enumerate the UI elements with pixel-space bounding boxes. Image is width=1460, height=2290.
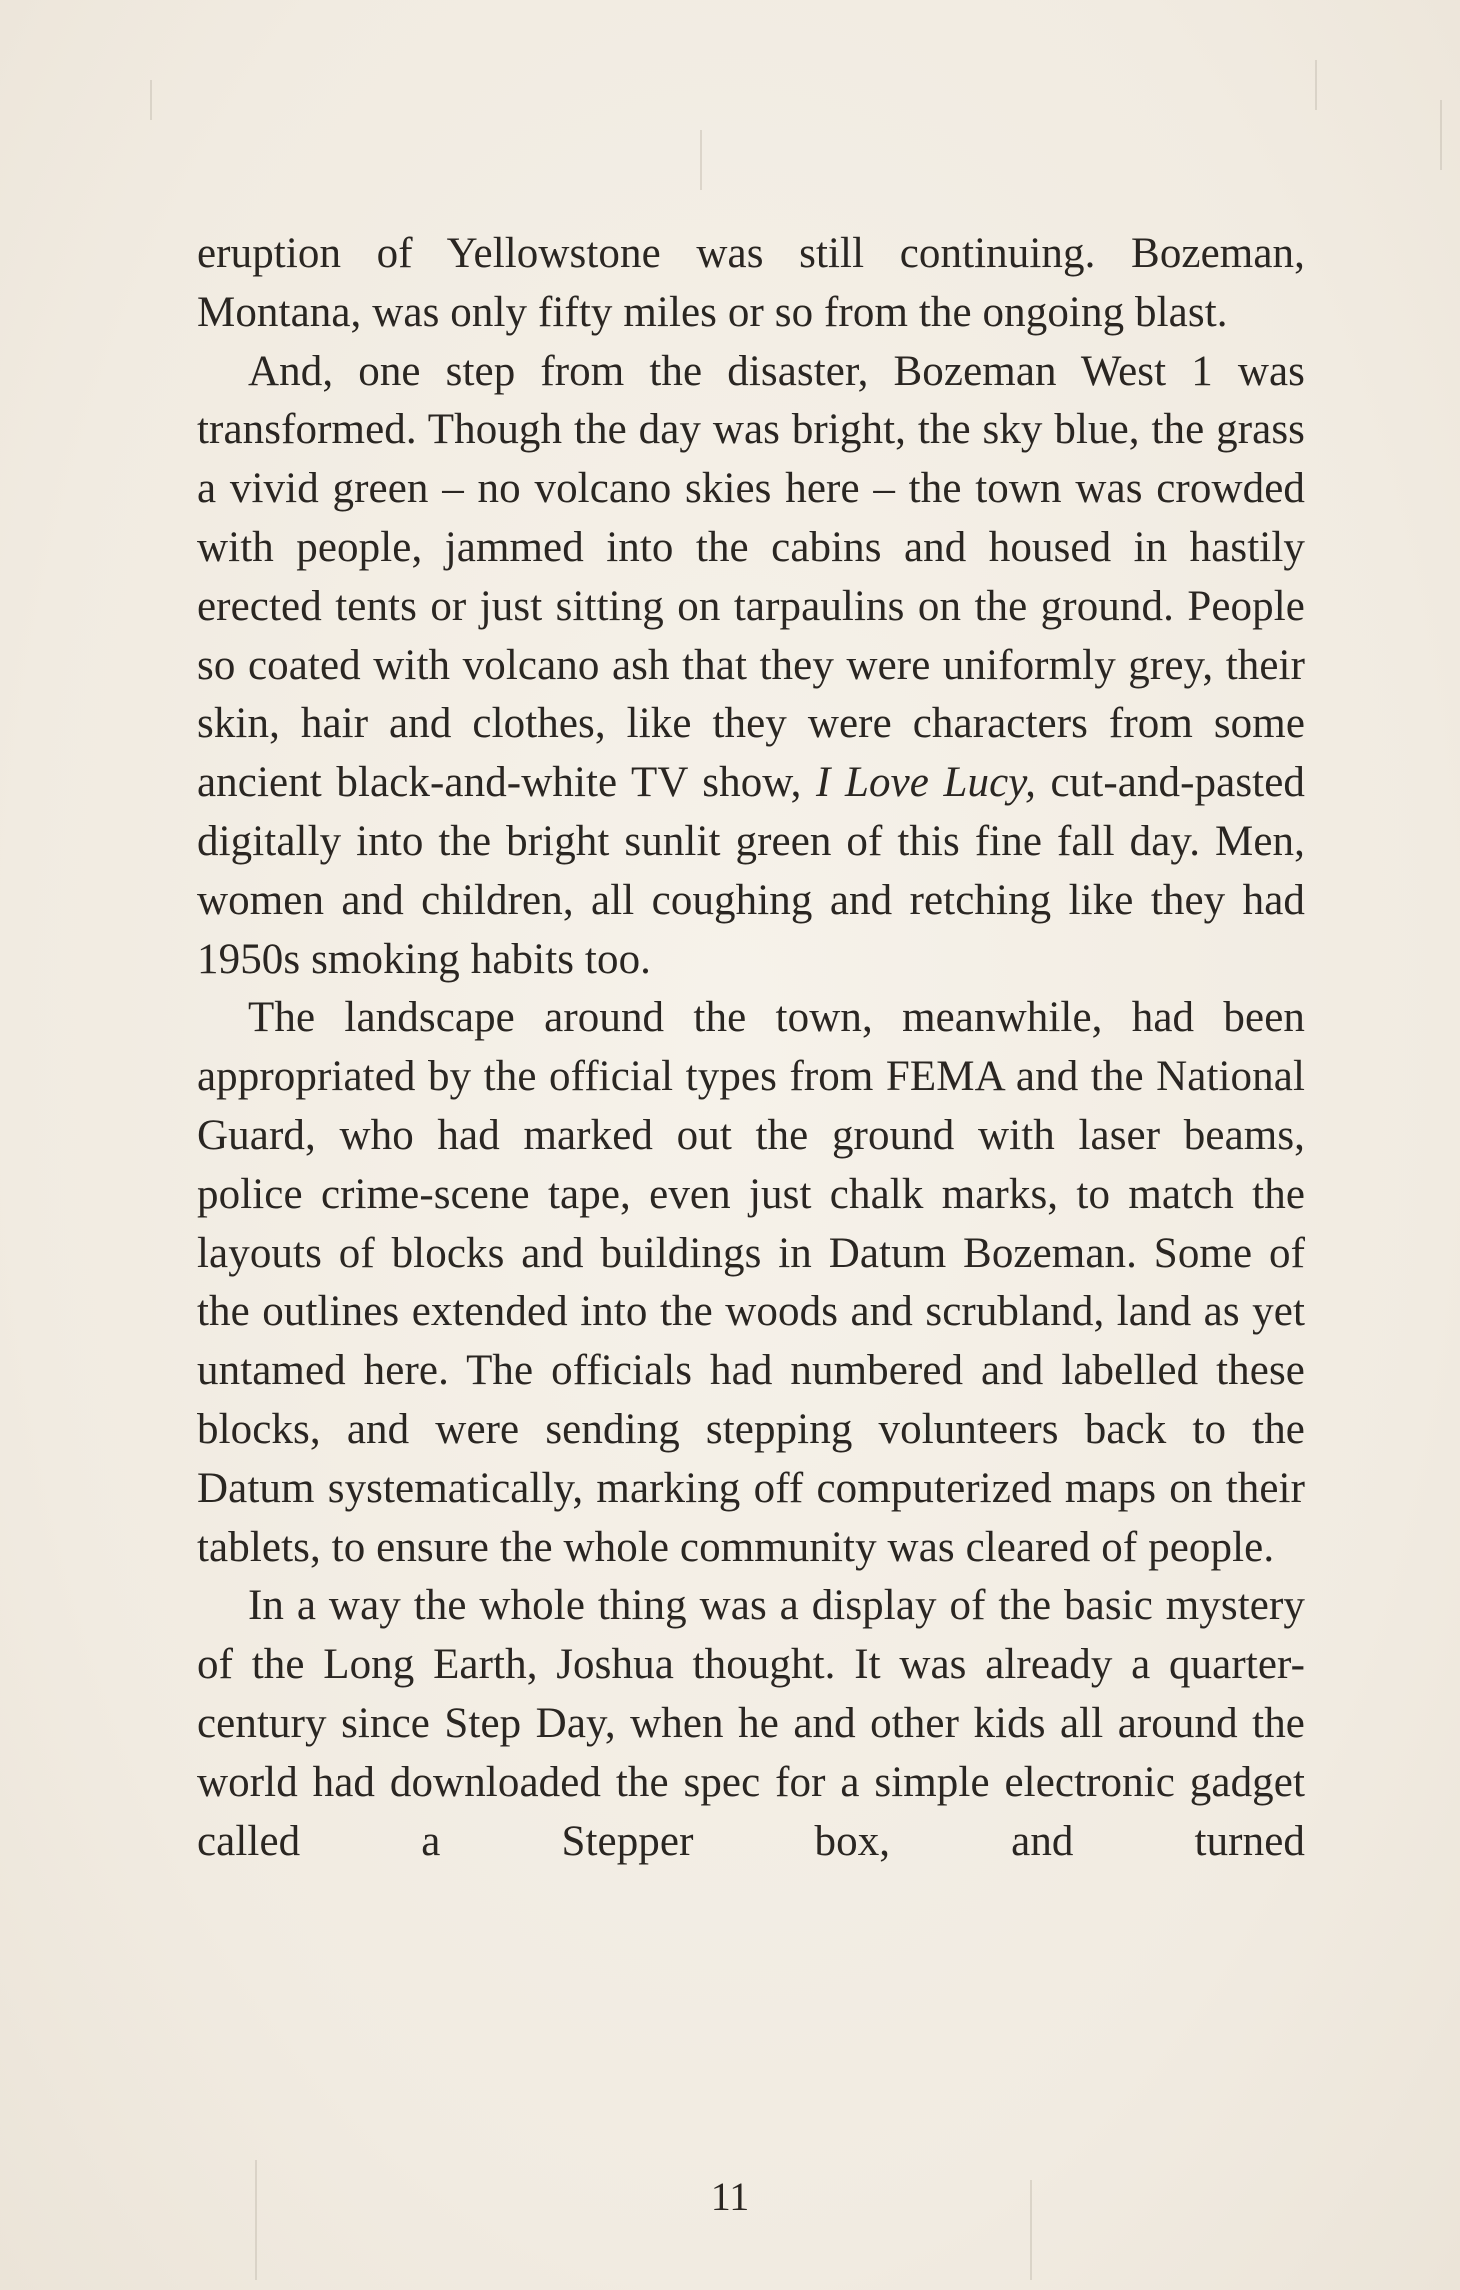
paragraph-2: [197, 343, 1305, 990]
paper-mark: [1440, 100, 1442, 170]
paragraph-3: The landscape around the town, meanwhile, had been appropriated by the official types from FEMA and the National Guard, who had marked out the ground with laser beams, police crime-scene tape, even just chalk marks, to match the layouts of blocks and buildings in Datum Bozeman. Some of the outlines extended into the woods and scrubland, land as yet untamed here. The officials had numbered and labelled these blocks, and were sending stepping volunteers back to the Datum systematically, marking off computerized maps on their tablets, to ensure the whole community was cleared of people.: [197, 994, 1305, 1571]
body-text: [197, 225, 1305, 1871]
paper-mark: [1315, 60, 1317, 110]
paragraph-4: In a way the whole thing was a display of the basic mystery of the Long Earth, Joshua thought. It was already a quarter-century since Step Day, when he and other kids all around the world had downloaded the spec for a simple electronic gadget called a Stepper box, and turned: [197, 1582, 1305, 1865]
paper-mark: [700, 130, 702, 190]
page-number: 11: [710, 2174, 750, 2219]
paragraph-1: eruption of Yellowstone was still continuing. Bozeman, Montana, was only fifty miles or so from the ongoing blast.: [197, 230, 1305, 336]
paper-mark: [150, 80, 152, 120]
paragraph-2-lead: And, one step from the disaster, Bozeman West 1 was transformed. Though the day was bright, the sky blue, the grass a vivid green – no volcano skies here – the town was crowded with people, jammed into the cabins and housed in hastily erected tents or just sitting on tarpaulins on the ground. People so coated with volcano ash that they were uniformly grey, their skin, hair and clothes, like they were characters from some ancient black-and-white TV show,: [197, 347, 1305, 807]
paragraph-2-tail: cut-and-pasted digitally into the bright sunlit green of this fine fall day. Men, women and children, all coughing and retching like they had 1950s smoking habits too.: [197, 759, 1305, 983]
show-title: I Love Lucy,: [816, 759, 1036, 807]
